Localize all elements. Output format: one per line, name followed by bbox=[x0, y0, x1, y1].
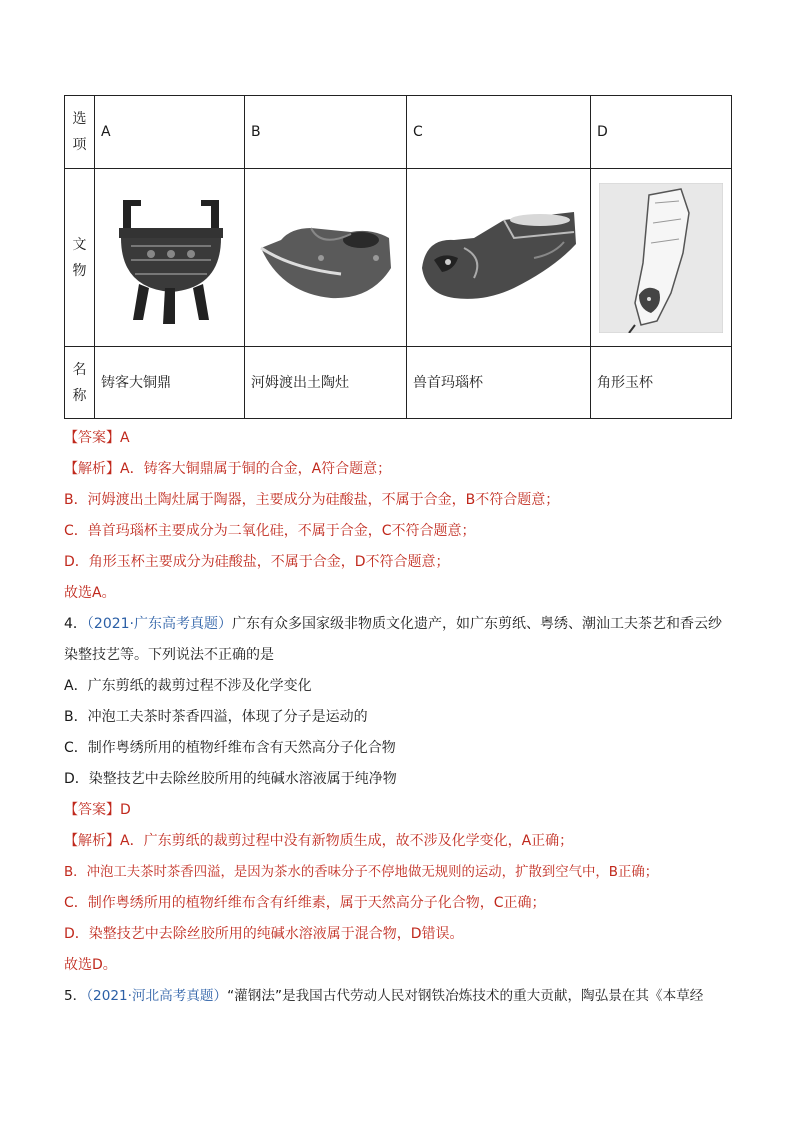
row-header-char: 选 bbox=[72, 111, 87, 127]
question-number: 5． bbox=[64, 988, 87, 1004]
q4-option-b: B．冲泡工夫茶时茶香四溢，体现了分子是运动的 bbox=[64, 709, 368, 725]
image-bronze-ding bbox=[95, 169, 245, 347]
q3-analysis-d: D．角形玉杯主要成分为硅酸盐，不属于合金，D不符合题意； bbox=[64, 554, 450, 570]
question-5 bbox=[64, 981, 731, 1012]
question-4 bbox=[64, 609, 731, 981]
row-header-option bbox=[65, 96, 95, 169]
q3-analysis-c: C．兽首玛瑙杯主要成分为二氧化硅，不属于合金，C不符合题意； bbox=[64, 523, 476, 539]
option-b: B bbox=[245, 96, 407, 169]
question-source: （2021·河北高考真题） bbox=[86, 988, 228, 1004]
name-d: 角形玉杯 bbox=[591, 347, 732, 419]
image-jade-cup bbox=[591, 169, 732, 347]
name-a: 铸客大铜鼎 bbox=[95, 347, 245, 419]
q4-option-c: C．制作粤绣所用的植物纤维布含有天然高分子化合物 bbox=[64, 740, 396, 756]
option-a: A bbox=[95, 96, 245, 169]
analysis-tag: 【解析】 bbox=[64, 461, 120, 477]
table-row-artifacts bbox=[65, 169, 732, 347]
q4-analysis-b: B．冲泡工夫茶时茶香四溢，是因为茶水的香味分子不停地做无规则的运动，扩散到空气中，B正确； bbox=[64, 865, 659, 880]
q3-analysis-b: B．河姆渡出土陶灶属于陶器，主要成分为硅酸盐，不属于合金，B不符合题意； bbox=[64, 492, 560, 508]
answer-tag: 【答案】 bbox=[64, 802, 120, 818]
q4-stem-line1 bbox=[64, 609, 731, 640]
row-header-char: 项 bbox=[72, 137, 87, 153]
q4-option-d: D．染整技艺中去除丝胶所用的纯碱水溶液属于纯净物 bbox=[64, 771, 397, 787]
analysis-text: A．铸客大铜鼎属于铜的合金，A符合题意； bbox=[120, 461, 392, 477]
option-c: C bbox=[407, 96, 591, 169]
question-3-solution bbox=[64, 423, 731, 609]
image-pottery-stove bbox=[245, 169, 407, 347]
question-number: 4． bbox=[64, 616, 87, 632]
q4-option-a: A．广东剪纸的裁剪过程不涉及化学变化 bbox=[64, 678, 312, 694]
q4-analysis-c: C．制作粤绣所用的植物纤维布含有纤维素，属于天然高分子化合物，C正确； bbox=[64, 895, 546, 911]
table-row-options bbox=[65, 96, 732, 169]
row-header-artifact bbox=[65, 169, 95, 347]
row-header-char: 物 bbox=[72, 262, 87, 279]
row-header-name bbox=[65, 347, 95, 419]
analysis-text: A．广东剪纸的裁剪过程中没有新物质生成，故不涉及化学变化，A正确； bbox=[120, 833, 574, 849]
image-agate-cup bbox=[407, 169, 591, 347]
q3-answer bbox=[64, 423, 731, 454]
jade-cup-image bbox=[599, 183, 723, 333]
bronze-ding-image bbox=[101, 188, 241, 328]
pottery-stove-image bbox=[251, 198, 401, 318]
answer-tag: 【答案】 bbox=[64, 430, 120, 446]
page-content bbox=[64, 95, 731, 1012]
artifact-table bbox=[64, 95, 732, 419]
name-b: 河姆渡出土陶灶 bbox=[245, 347, 407, 419]
q4-conclusion: 故选D。 bbox=[64, 957, 117, 973]
row-header-char: 名 bbox=[72, 361, 87, 378]
row-header-char: 称 bbox=[72, 387, 87, 404]
q3-analysis-a bbox=[64, 454, 731, 485]
q4-answer bbox=[64, 795, 731, 826]
answer-value: A bbox=[120, 430, 130, 446]
row-header-char: 文 bbox=[72, 236, 87, 253]
q4-analysis-d: D．染整技艺中去除丝胶所用的纯碱水溶液属于混合物，D错误。 bbox=[64, 926, 464, 942]
name-c: 兽首玛瑙杯 bbox=[407, 347, 591, 419]
answer-value: D bbox=[120, 802, 131, 818]
question-stem: 广东有众多国家级非物质文化遗产，如广东剪纸、粤绣、潮汕工夫茶艺和香云纱 bbox=[232, 616, 723, 632]
q5-stem-line1 bbox=[64, 981, 731, 1012]
question-stem: “灌钢法”是我国古代劳动人民对钢铁冶炼技术的重大贡献，陶弘景在其《本草经 bbox=[227, 988, 704, 1004]
q4-stem-line2: 染整技艺等。下列说法不正确的是 bbox=[64, 647, 274, 663]
option-d: D bbox=[591, 96, 732, 169]
table-row-names bbox=[65, 347, 732, 419]
analysis-tag: 【解析】 bbox=[64, 833, 120, 849]
q4-analysis-a bbox=[64, 826, 731, 857]
question-source: （2021·广东高考真题） bbox=[86, 616, 233, 632]
q3-conclusion: 故选A。 bbox=[64, 585, 116, 601]
agate-cup-image bbox=[414, 198, 584, 318]
